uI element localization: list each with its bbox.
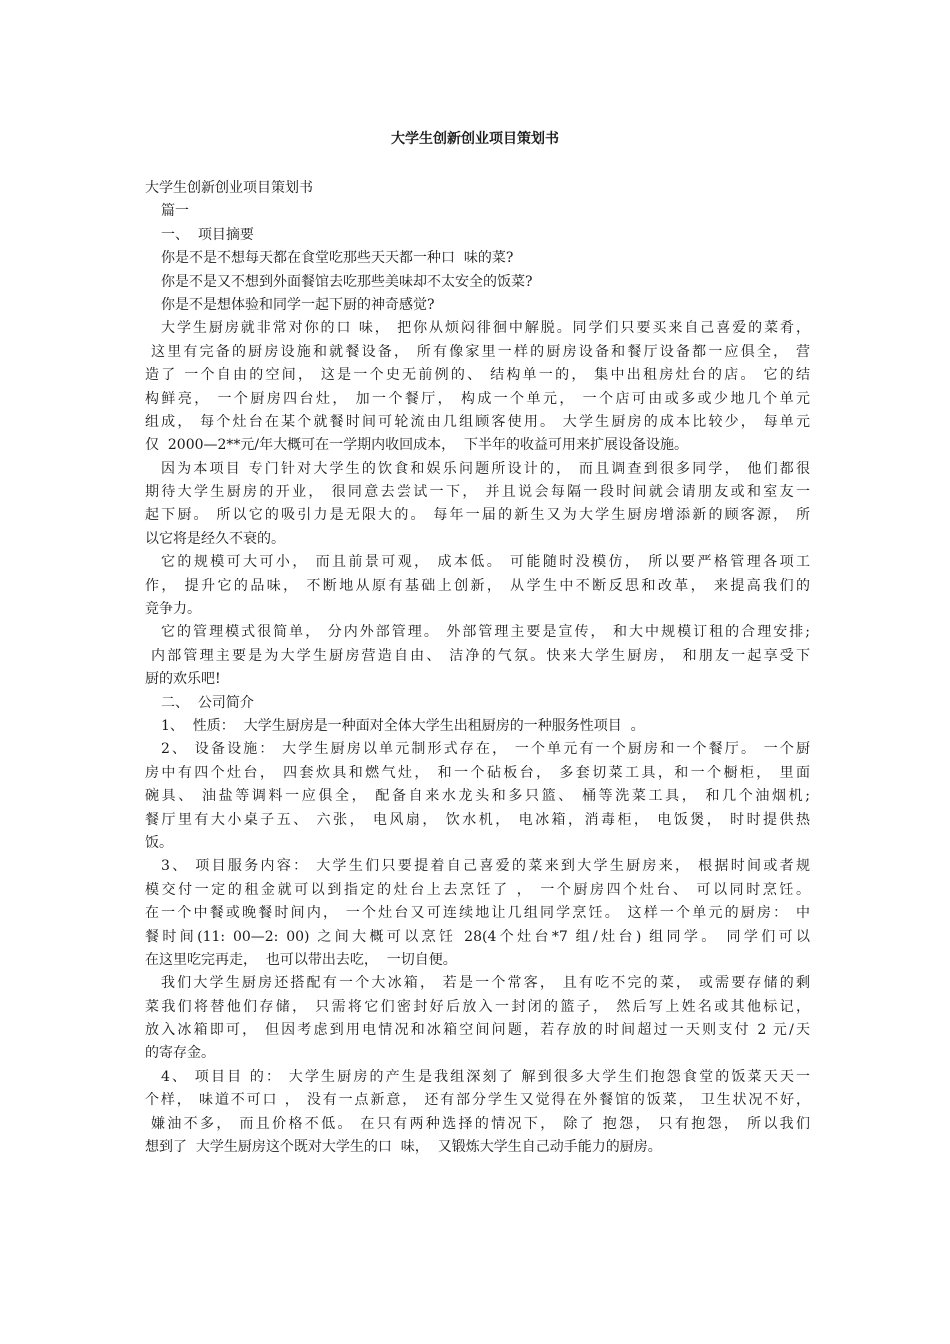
- body-line: 你是不是又不想到外面餐馆去吃那些美味却不太安全的饭菜?: [161, 273, 533, 290]
- body-line: 碗具、 油盐等调料一应俱全， 配备自来水龙头和多只篮、 桶等洗菜工具， 和几个油烟机;: [145, 788, 810, 805]
- body-line: 个样， 味道不可口 ， 没有一点新意， 还有部分学生又觉得在外餐馆的饭菜， 卫生状况不好，: [145, 1092, 810, 1109]
- body-line: 想到了 大学生厨房这个既对大学生的口 味， 又锻炼大学生自己动手能力的厨房。: [145, 1139, 662, 1156]
- body-line: 期待大学生厨房的开业， 很同意去尝试一下， 并且说会每隔一段时间就会请朋友或和室友一: [145, 484, 810, 501]
- body-line: 以它将是经久不衰的。: [145, 530, 285, 547]
- body-line: 组成， 每个灶台在某个就餐时间可轮流由几组顾客使用。 大学生厨房的成本比较少， 每单元: [145, 413, 810, 430]
- body-line: 你是不是想体验和同学一起下厨的神奇感觉?: [161, 296, 435, 313]
- body-line: 大学生厨房就非常对你的口 味， 把你从烦闷徘徊中解脱。同学们只要买来自己喜爱的菜肴，: [161, 320, 810, 337]
- body-line: 厨的欢乐吧!: [145, 671, 221, 688]
- body-line: 仅 2000—2**元/年大概可在一学期内收回成本， 下半年的收益可用来扩展设备设施。: [145, 437, 689, 454]
- body-line: 在一个中餐或晚餐时间内， 一个灶台又可连续地让几组同学烹饪。 这样一个单元的厨房： 中: [145, 905, 810, 922]
- document-body: [145, 177, 810, 1159]
- body-line: 它的管理模式很简单， 分内外部管理。 外部管理主要是宣传， 和大中规模订租的合理安排;: [161, 624, 810, 641]
- body-line: 二、 公司简介: [161, 694, 254, 711]
- body-line: 1、 性质： 大学生厨房是一种面对全体大学生出租厨房的一种服务性项目 。: [161, 717, 645, 734]
- body-line: 3、 项目服务内容： 大学生们只要提着自己喜爱的菜来到大学生厨房来， 根据时间或者规: [161, 858, 810, 875]
- body-line: 你是不是不想每天都在食堂吃那些天天都一种口 味的菜?: [161, 250, 514, 267]
- body-line: 起下厨。 所以它的吸引力是无限大的。 每年一届的新生又为大学生厨房增添新的顾客源， 所: [145, 507, 810, 524]
- body-line: 造了 一个自由的空间， 这是一个史无前例的、 结构单一的， 集中出租房灶台的店。 它的结: [145, 367, 810, 384]
- body-line: 2、 设备设施： 大学生厨房以单元制形式存在， 一个单元有一个厨房和一个餐厅。 一个厨: [161, 741, 810, 758]
- body-line: 构鲜亮， 一个厨房四台灶， 加一个餐厅， 构成一个单元， 一个店可由或多或少地几个单元: [145, 390, 810, 407]
- page-title: 大学生创新创业项目策划书: [391, 131, 559, 147]
- body-line: 一、 项目摘要: [161, 226, 254, 243]
- body-line: 竞争力。: [145, 601, 201, 618]
- body-line: 内部管理主要是为大学生厨房营造自由、 洁净的气氛。快来大学生厨房， 和朋友一起享受下: [151, 647, 810, 664]
- body-line: 模交付一定的租金就可以到指定的灶台上去烹饪了 ， 一个厨房四个灶台、 可以同时烹饪。: [145, 881, 810, 898]
- body-line: 它的规模可大可小， 而且前景可观， 成本低。 可能随时没模仿， 所以要严格管理各项工: [161, 554, 810, 571]
- body-line: 嫌油不多， 而且价格不低。 在只有两种选择的情况下， 除了 抱怨， 只有抱怨， 所以我们: [151, 1115, 810, 1132]
- body-line: 放入冰箱即可， 但因考虑到用电情况和冰箱空间问题，若存放的时间超过一天则支付 2 元/天: [145, 1022, 810, 1039]
- body-line: 因为本项目 专门针对大学生的饮食和娱乐问题所设计的， 而且调查到很多同学， 他们都很: [161, 460, 810, 477]
- body-line: 房中有四个灶台， 四套炊具和燃气灶， 和一个砧板台， 多套切菜工具，和一个橱柜， 里面: [145, 764, 810, 781]
- body-line: 大学生创新创业项目策划书: [145, 180, 313, 196]
- body-line: 餐时间(11: 00—2: 00) 之间大概可以烹饪 28(4个灶台*7 组/灶台) 组同学。 同学们可以: [145, 928, 810, 945]
- body-line: 餐厅里有大小桌子五、 六张， 电风扇， 饮水机， 电冰箱，消毒柜， 电饭煲， 时时提供热: [145, 811, 810, 828]
- body-line: 我们大学生厨房还搭配有一个大冰箱， 若是一个常客， 且有吃不完的菜， 或需要存储的剩: [161, 975, 810, 992]
- body-line: 饭。: [145, 834, 173, 851]
- body-line: 这里有完备的厨房设施和就餐设备， 所有像家里一样的厨房设备和餐厅设备都一应俱全， 营: [151, 343, 810, 360]
- body-line: 的寄存金。: [145, 1045, 215, 1062]
- body-line: 菜我们将替他们存储， 只需将它们密封好后放入一封闭的篮子， 然后写上姓名或其他标记，: [145, 998, 810, 1015]
- body-line: 作， 提升它的品味， 不断地从原有基础上创新， 从学生中不断反思和改革， 来提高我们的: [145, 577, 810, 594]
- body-line: 在这里吃完再走， 也可以带出去吃， 一切自便。: [145, 951, 457, 968]
- body-line: 篇一: [161, 203, 189, 220]
- body-line: 4、 项目目 的： 大学生厨房的产生是我组深刻了 解到很多大学生们抱怨食堂的饭菜天天一: [161, 1068, 810, 1085]
